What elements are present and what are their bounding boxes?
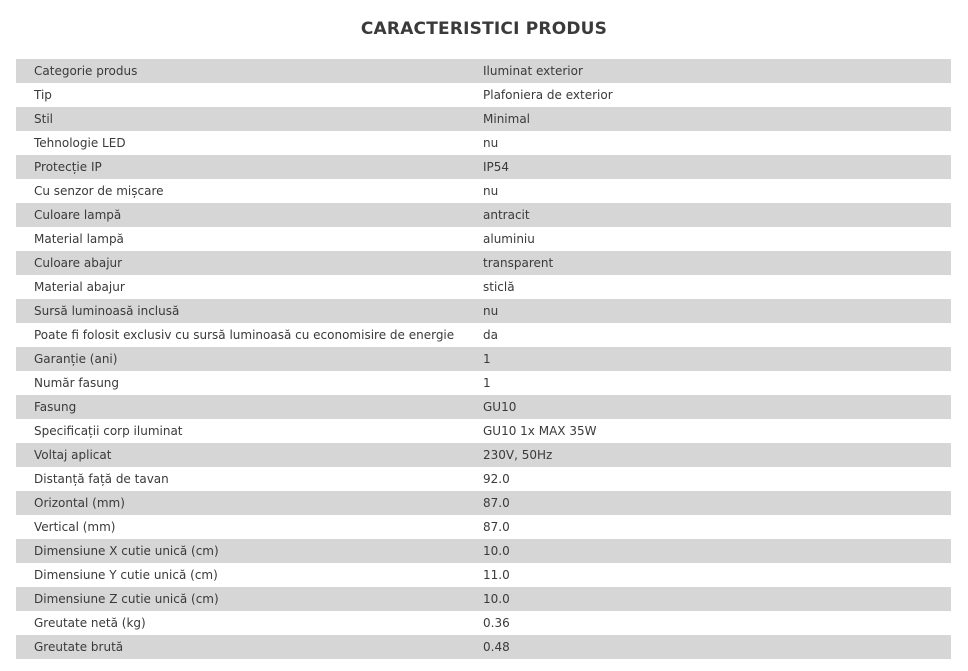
spec-value: aluminiu xyxy=(483,227,951,251)
spec-label: Sursă luminoasă inclusă xyxy=(16,299,483,323)
spec-row-led xyxy=(16,131,951,155)
spec-value: nu xyxy=(483,179,951,203)
spec-label: Cu senzor de mișcare xyxy=(16,179,483,203)
spec-value: 10.0 xyxy=(483,587,951,611)
spec-row-warranty xyxy=(16,347,951,371)
spec-label: Garanție (ani) xyxy=(16,347,483,371)
spec-label: Dimensiune X cutie unică (cm) xyxy=(16,539,483,563)
spec-value: 92.0 xyxy=(483,467,951,491)
spec-value: 230V, 50Hz xyxy=(483,443,951,467)
spec-row-ceiling-distance xyxy=(16,467,951,491)
spec-value: da xyxy=(483,323,951,347)
spec-label: Material lampă xyxy=(16,227,483,251)
spec-value: antracit xyxy=(483,203,951,227)
spec-row-shade-material xyxy=(16,275,951,299)
spec-row-category xyxy=(16,59,951,83)
spec-value: nu xyxy=(483,299,951,323)
spec-value: Iluminat exterior xyxy=(483,59,951,83)
spec-label: Culoare abajur xyxy=(16,251,483,275)
spec-value: IP54 xyxy=(483,155,951,179)
spec-row-box-y xyxy=(16,563,951,587)
spec-value: transparent xyxy=(483,251,951,275)
spec-row-lamp-color xyxy=(16,203,951,227)
spec-label: Fasung xyxy=(16,395,483,419)
spec-value: nu xyxy=(483,131,951,155)
spec-row-horizontal xyxy=(16,491,951,515)
spec-value: Plafoniera de exterior xyxy=(483,83,951,107)
spec-value: 0.48 xyxy=(483,635,951,659)
spec-row-ip-protection xyxy=(16,155,951,179)
spec-value: 0.36 xyxy=(483,611,951,635)
spec-label: Culoare lampă xyxy=(16,203,483,227)
spec-label: Stil xyxy=(16,107,483,131)
spec-value: 10.0 xyxy=(483,539,951,563)
spec-row-energy-saving-only xyxy=(16,323,951,347)
spec-value: GU10 xyxy=(483,395,951,419)
spec-label: Tip xyxy=(16,83,483,107)
spec-label: Orizontal (mm) xyxy=(16,491,483,515)
spec-label: Protecție IP xyxy=(16,155,483,179)
spec-row-socket-count xyxy=(16,371,951,395)
spec-row-type xyxy=(16,83,951,107)
spec-label: Categorie produs xyxy=(16,59,483,83)
spec-row-gross-weight xyxy=(16,635,951,659)
spec-value: sticlă xyxy=(483,275,951,299)
spec-label: Tehnologie LED xyxy=(16,131,483,155)
spec-row-shade-color xyxy=(16,251,951,275)
spec-row-light-source-included xyxy=(16,299,951,323)
spec-value: 87.0 xyxy=(483,491,951,515)
spec-label: Greutate netă (kg) xyxy=(16,611,483,635)
spec-label: Distanță față de tavan xyxy=(16,467,483,491)
spec-label: Vertical (mm) xyxy=(16,515,483,539)
spec-row-socket xyxy=(16,395,951,419)
section-title: CARACTERISTICI PRODUS xyxy=(360,19,608,40)
spec-row-fixture-specs xyxy=(16,419,951,443)
spec-row-motion-sensor xyxy=(16,179,951,203)
spec-value: 87.0 xyxy=(483,515,951,539)
spec-value: 1 xyxy=(483,371,951,395)
spec-label: Specificații corp iluminat xyxy=(16,419,483,443)
spec-label: Voltaj aplicat xyxy=(16,443,483,467)
spec-value: GU10 1x MAX 35W xyxy=(483,419,951,443)
spec-row-net-weight xyxy=(16,611,951,635)
spec-value: 1 xyxy=(483,347,951,371)
spec-row-box-x xyxy=(16,539,951,563)
spec-label: Material abajur xyxy=(16,275,483,299)
spec-label: Greutate brută xyxy=(16,635,483,659)
product-specs-table xyxy=(16,59,951,659)
specs-table-body xyxy=(16,59,951,659)
spec-row-style xyxy=(16,107,951,131)
spec-row-vertical xyxy=(16,515,951,539)
spec-row-lamp-material xyxy=(16,227,951,251)
spec-label: Poate fi folosit exclusiv cu sursă luminoasă cu economisire de energie xyxy=(16,323,483,347)
spec-label: Dimensiune Z cutie unică (cm) xyxy=(16,587,483,611)
spec-label: Număr fasung xyxy=(16,371,483,395)
spec-row-voltage xyxy=(16,443,951,467)
spec-row-box-z xyxy=(16,587,951,611)
spec-value: 11.0 xyxy=(483,563,951,587)
spec-value: Minimal xyxy=(483,107,951,131)
spec-label: Dimensiune Y cutie unică (cm) xyxy=(16,563,483,587)
